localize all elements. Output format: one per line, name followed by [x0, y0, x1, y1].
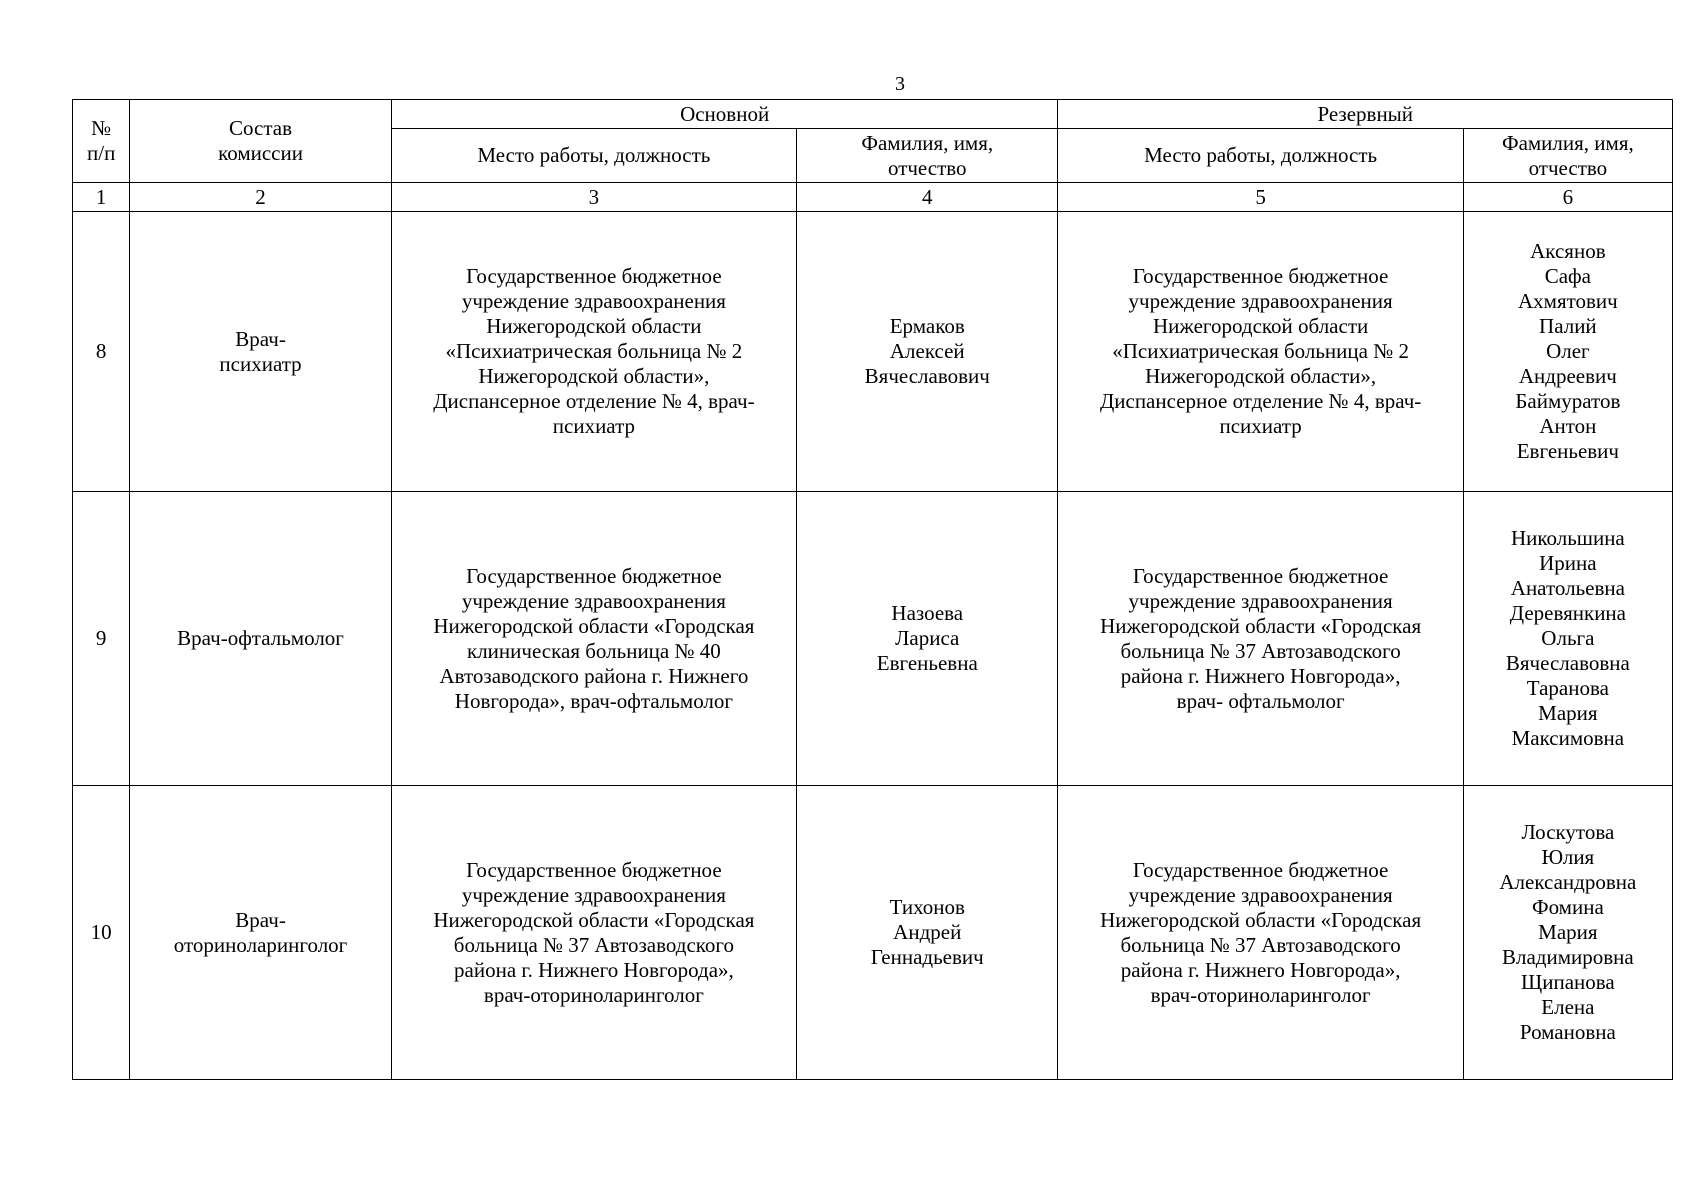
column-number-row: [73, 183, 1673, 212]
row-role: Врач-офтальмолог: [130, 492, 391, 786]
header-composition: Состав комиссии: [130, 100, 391, 183]
row-reserve-workplace: Государственное бюджетное учреждение здравоохранения Нижегородской области «Городская больница № 37 Автозаводского района г. Нижнего Новгорода», врач- офтальмолог: [1058, 492, 1463, 786]
row-reserve-fio: Никольшина Ирина Анатольевна Деревянкина Ольга Вячеславовна Таранова Мария Максимовна: [1463, 492, 1672, 786]
row-main-fio: Назоева Лариса Евгеньевна: [797, 492, 1058, 786]
row-main-fio: Ермаков Алексей Вячеславович: [797, 212, 1058, 492]
commission-table: [72, 99, 1673, 1080]
table-row: [73, 786, 1673, 1080]
header-main: Основной: [391, 100, 1058, 129]
column-number: 2: [130, 183, 391, 212]
row-num: 10: [73, 786, 130, 1080]
header-num: № п/п: [73, 100, 130, 183]
table-row: [73, 212, 1673, 492]
row-main-fio: Тихонов Андрей Геннадьевич: [797, 786, 1058, 1080]
row-main-workplace: Государственное бюджетное учреждение здравоохранения Нижегородской области «Городская клиническая больница № 40 Автозаводского района г. Нижнего Новгорода», врач-офтальмолог: [391, 492, 796, 786]
header-reserve-fio: Фамилия, имя, отчество: [1463, 129, 1672, 183]
row-role: Врач- оториноларинголог: [130, 786, 391, 1080]
row-reserve-fio: Лоскутова Юлия Александровна Фомина Мария Владимировна Щипанова Елена Романовна: [1463, 786, 1672, 1080]
row-reserve-workplace: Государственное бюджетное учреждение здравоохранения Нижегородской области «Городская больница № 37 Автозаводского района г. Нижнего Новгорода», врач-оториноларинголог: [1058, 786, 1463, 1080]
column-number: 5: [1058, 183, 1463, 212]
column-number: 6: [1463, 183, 1672, 212]
row-reserve-workplace: Государственное бюджетное учреждение здравоохранения Нижегородской области «Психиатрическая больница № 2 Нижегородской области», Диспансерное отделение № 4, врач- психиатр: [1058, 212, 1463, 492]
header-row-top: [73, 100, 1673, 129]
page-number: 3: [895, 73, 905, 95]
row-num: 9: [73, 492, 130, 786]
row-main-workplace: Государственное бюджетное учреждение здравоохранения Нижегородской области «Психиатрическая больница № 2 Нижегородской области», Диспансерное отделение № 4, врач- психиатр: [391, 212, 796, 492]
header-main-fio: Фамилия, имя, отчество: [797, 129, 1058, 183]
row-main-workplace: Государственное бюджетное учреждение здравоохранения Нижегородской области «Городская больница № 37 Автозаводского района г. Нижнего Новгорода», врач-оториноларинголог: [391, 786, 796, 1080]
table-row: [73, 492, 1673, 786]
column-number: 3: [391, 183, 796, 212]
header-reserve-workplace: Место работы, должность: [1058, 129, 1463, 183]
row-reserve-fio: Аксянов Сафа Ахмятович Палий Олег Андреевич Баймуратов Антон Евгеньевич: [1463, 212, 1672, 492]
header-reserve: Резервный: [1058, 100, 1673, 129]
column-number: 4: [797, 183, 1058, 212]
row-num: 8: [73, 212, 130, 492]
header-main-workplace: Место работы, должность: [391, 129, 796, 183]
row-role: Врач- психиатр: [130, 212, 391, 492]
column-number: 1: [73, 183, 130, 212]
